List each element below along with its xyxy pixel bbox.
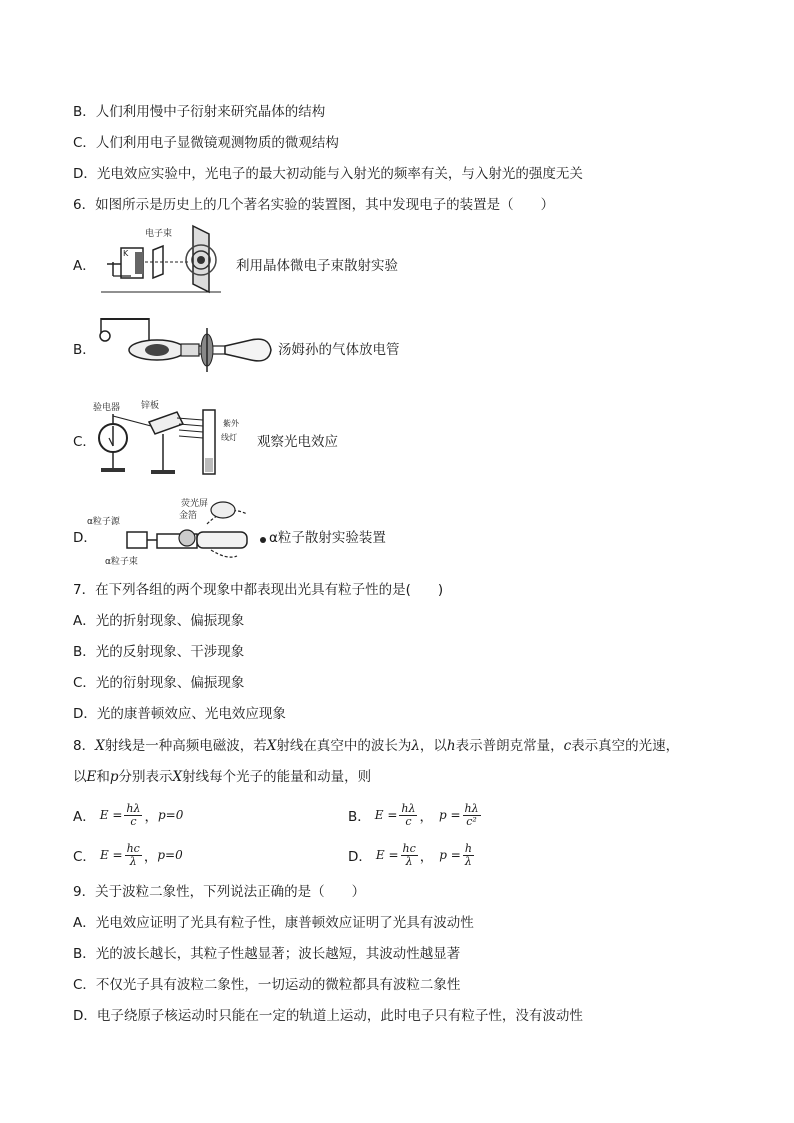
alpha-source-label: α粒子源 [87,517,120,527]
q7-option-a: A．光的折射现象、偏振现象 [73,613,245,629]
photoelectric-effect-diagram [93,398,273,480]
q9-option-c: C．不仅光子具有波粒二象性，一切运动的微粒都具有波粒二象性 [73,977,461,993]
uv-lamp-label-2: 线灯 [221,433,237,442]
q6-option-b-caption: 汤姆孙的气体放电管 [278,342,400,358]
q9-option-d: D．电子绕原子核运动时只能在一定的轨道上运动，此时电子只有粒子性，没有波动性 [73,1008,583,1024]
q8-a-energy-fraction: $\frac{h\lambda}{c}$ [126,801,141,828]
fluorescent-screen-label: 荧光屏 [181,499,209,509]
electron-diffraction-diagram [101,222,241,294]
q6-option-a-letter: A． [73,258,96,274]
q6-option-c-caption: 观察光电效应 [257,434,338,450]
q8-option-c: C． E = $\frac{hc}{\lambda}$ ， p=0 [73,841,183,868]
alpha-beam-label: α粒子束 [105,557,138,567]
q8-b-momentum-fraction: $\frac{h\lambda}{\text{c²}}$ [464,801,479,828]
q7-option-c: C．光的衍射现象、偏振现象 [73,675,245,691]
electron-beam-label: 电子束 [145,229,173,239]
uv-lamp-label-1: 紫外 [223,419,239,428]
electroscope-label: 验电器 [93,403,121,413]
cathode-k-label: K [123,249,129,258]
q8-option-d: D． E = $\frac{hc}{\lambda}$ ， p = $\frac{h}{\lambda}$ [348,841,472,868]
alpha-scattering-diagram [87,494,277,568]
q6-option-c-letter: C． [73,434,96,450]
q5-option-b: B．人们利用慢中子衍射来研究晶体的结构 [73,104,326,120]
q7-stem: 7．在下列各组的两个现象中都表现出光具有粒子性的是( ) [73,582,444,598]
q9-option-b: B．光的波长越长，其粒子性越显著；波长越短，其波动性越显著 [73,946,461,962]
q9-stem: 9．关于波粒二象性，下列说法正确的是（ ） [73,884,366,900]
q8-stem-line2: 以E和p分别表示X射线每个光子的能量和动量，则 [73,769,372,785]
q6-option-a-caption: 利用晶体微电子束散射实验 [236,258,398,274]
q5-option-d: D．光电效应实验中，光电子的最大初动能与入射光的频率有关，与入射光的强度无关 [73,166,583,182]
q6-option-b-letter: B． [73,342,96,358]
q8-b-energy-fraction: $\frac{h\lambda}{c}$ [401,801,416,828]
q9-option-a: A．光电效应证明了光具有粒子性，康普顿效应证明了光具有波动性 [73,915,474,931]
q8-option-b: B． E = $\frac{h\lambda}{c}$ ， p = $\frac{h\lambda}{\text{c²}}$ [348,801,479,828]
q5-option-c: C．人们利用电子显微镜观测物质的微观结构 [73,135,339,151]
thomson-discharge-tube-diagram [99,306,281,378]
q8-d-energy-fraction: $\frac{hc}{\lambda}$ [402,841,416,868]
q8-option-a: A． E = $\frac{h\lambda}{c}$ ， p=0 [73,801,184,828]
q6-stem: 6．如图所示是历史上的几个著名实验的装置图，其中发现电子的装置是（ ） [73,197,555,213]
zinc-plate-label: 锌板 [141,401,160,411]
q6-option-d-letter: D． [73,530,97,546]
q6-option-d-caption: α粒子散射实验装置 [269,530,386,546]
q7-option-b: B．光的反射现象、干涉现象 [73,644,245,660]
q8-d-momentum-fraction: $\frac{h}{\lambda}$ [464,841,472,868]
q8-c-energy-fraction: $\frac{hc}{\lambda}$ [126,841,140,868]
q7-option-d: D．光的康普顿效应、光电效应现象 [73,706,286,722]
q8-stem-line1: 8．X射线是一种高频电磁波，若X射线在真空中的波长为λ，以h表示普朗克常量，c表示真空的光速， [73,738,680,754]
gold-foil-label: 金箔 [179,511,198,521]
